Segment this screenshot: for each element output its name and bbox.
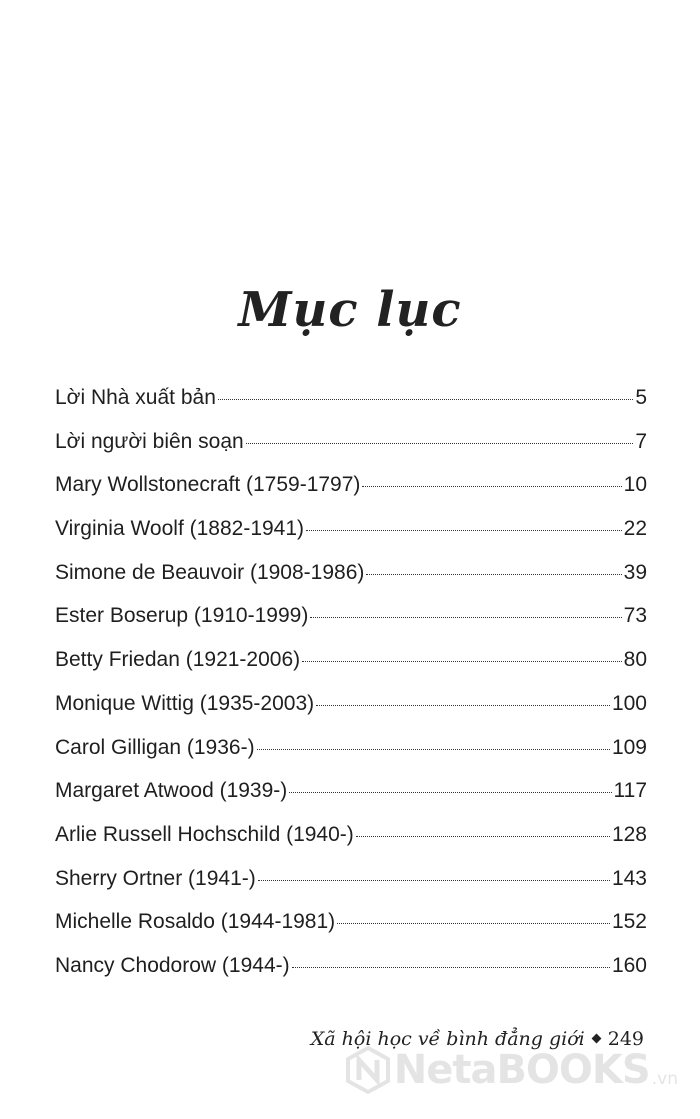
toc-entry-page: 143 <box>611 866 647 890</box>
toc-entry-page: 80 <box>623 648 647 672</box>
toc-entry-page: 73 <box>623 604 647 628</box>
toc-entry-page: 100 <box>611 691 647 715</box>
toc-entry <box>55 473 647 517</box>
toc-entry-label: Lời người biên soạn <box>55 429 244 453</box>
toc-entry-label: Nancy Chodorow (1944-) <box>55 953 290 977</box>
toc-entry-page: 109 <box>611 735 647 759</box>
toc-entry-label: Virginia Woolf (1882-1941) <box>55 517 305 541</box>
toc-leader-dots <box>306 530 622 531</box>
toc-entry <box>55 910 647 954</box>
toc-entry-label: Betty Friedan (1921-2006) <box>55 648 301 672</box>
toc-entry-page: 117 <box>613 779 647 803</box>
toc-entry <box>55 517 647 561</box>
toc-entry-label: Michelle Rosaldo (1944-1981) <box>55 910 336 934</box>
toc-entry <box>55 604 647 648</box>
toc-entry-label: Simone de Beauvoir (1908-1986) <box>55 560 365 584</box>
toc-leader-dots <box>302 661 622 662</box>
watermark-domain: .vn <box>651 1069 678 1089</box>
toc-entry-page: 7 <box>635 429 647 453</box>
toc-entry-label: Ester Boserup (1910-1999) <box>55 604 309 628</box>
toc-entry <box>55 692 647 736</box>
toc-leader-dots <box>246 443 634 444</box>
toc-entry-page: 128 <box>611 822 647 846</box>
toc-entry-label: Mary Wollstonecraft (1759-1797) <box>55 473 361 497</box>
footer-book-title: Xã hội học về bình đẳng giới <box>310 1028 585 1050</box>
toc-entry <box>55 867 647 911</box>
toc-entry-page: 39 <box>623 560 647 584</box>
toc-leader-dots <box>289 792 611 793</box>
diamond-icon <box>591 1034 601 1044</box>
toc-leader-dots <box>218 399 633 400</box>
toc-entry-label: Arlie Russell Hochschild (1940-) <box>55 822 354 846</box>
watermark <box>346 1046 678 1094</box>
page-title: Mục lục <box>238 282 462 339</box>
toc-leader-dots <box>366 574 621 575</box>
toc-entry <box>55 648 647 692</box>
toc-entry-page: 152 <box>611 910 647 934</box>
toc-leader-dots <box>337 923 610 924</box>
toc-entry <box>55 954 647 998</box>
toc-entry-page: 160 <box>611 953 647 977</box>
watermark-brand: NetaBOOKS <box>393 1047 650 1093</box>
toc-leader-dots <box>257 749 610 750</box>
toc-leader-dots <box>292 967 610 968</box>
toc-entry-label: Sherry Ortner (1941-) <box>55 866 256 890</box>
toc-leader-dots <box>362 486 621 487</box>
toc-entry <box>55 430 647 474</box>
toc-entry-label: Lời Nhà xuất bản <box>55 386 216 409</box>
footer-page-number: 249 <box>607 1028 644 1050</box>
toc-entry <box>55 823 647 867</box>
toc-leader-dots <box>258 880 610 881</box>
table-of-contents <box>55 386 647 998</box>
netabooks-logo-icon <box>346 1046 390 1094</box>
toc-entry <box>55 779 647 823</box>
toc-entry-label: Margaret Atwood (1939-) <box>55 779 288 803</box>
toc-entry-page: 5 <box>635 386 647 409</box>
toc-leader-dots <box>310 617 621 618</box>
toc-leader-dots <box>356 836 610 837</box>
toc-leader-dots <box>316 705 610 706</box>
toc-entry-page: 10 <box>623 473 647 497</box>
toc-entry <box>55 561 647 605</box>
toc-entry-label: Carol Gilligan (1936-) <box>55 735 255 759</box>
toc-entry-page: 22 <box>623 517 647 541</box>
toc-entry <box>55 736 647 780</box>
toc-entry <box>55 386 647 430</box>
toc-entry-label: Monique Wittig (1935-2003) <box>55 691 315 715</box>
